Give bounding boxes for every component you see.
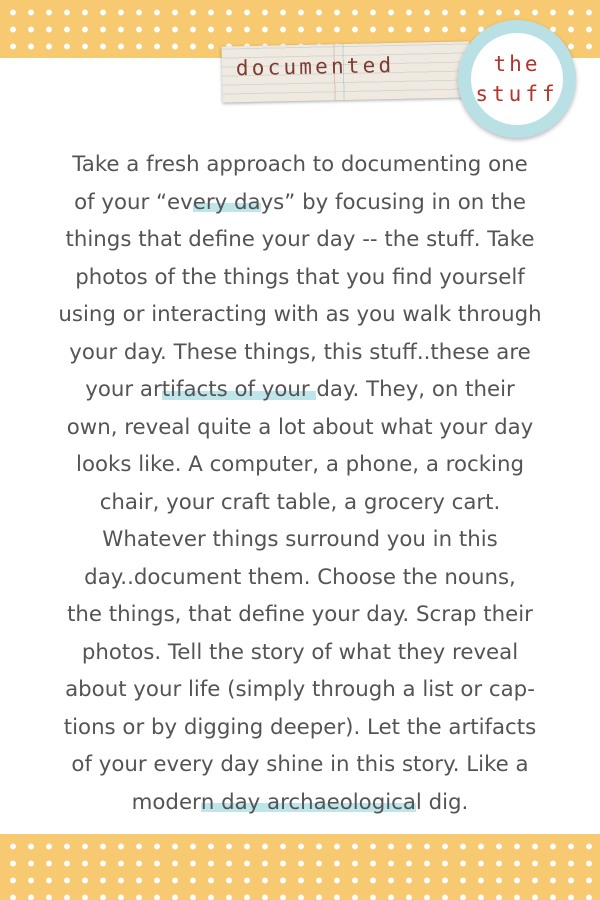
text-line — [26, 634, 574, 672]
documented-label-text: documented — [235, 52, 395, 81]
text-segment: photos of the things that you find yourself — [75, 264, 525, 290]
documented-label-strip — [221, 41, 470, 102]
text-line — [26, 784, 574, 822]
text-segment: day. They, on their — [316, 377, 515, 402]
text-line — [26, 596, 574, 634]
text-segment: of your “ev — [74, 189, 193, 215]
text-line — [26, 334, 574, 372]
text-segment: ys” by focusing in on the — [260, 189, 526, 215]
text-segment: tions or by digging deeper). Let the artifacts — [63, 714, 537, 740]
text-segment: your ar — [85, 377, 162, 402]
text-segment: Whatever things surround you in this — [102, 527, 498, 552]
text-segment: l dig. — [415, 789, 469, 815]
text-segment: Take a fresh approach to documenting one — [72, 152, 528, 177]
text-line — [26, 671, 574, 709]
text-line — [26, 446, 574, 484]
badge-inner-circle — [471, 33, 563, 125]
text-line — [26, 221, 574, 259]
text-segment: moder — [131, 789, 201, 815]
text-segment: photos. Tell the story of what they reveal — [81, 639, 519, 665]
journaling-text-block — [26, 146, 574, 821]
badge-line-the: the — [493, 52, 541, 76]
highlighted-text: n day archaeologica — [200, 789, 416, 815]
text-line — [26, 146, 574, 184]
highlighted-text: tifacts of your — [161, 377, 317, 402]
text-line — [26, 259, 574, 297]
the-stuff-badge — [458, 20, 576, 138]
text-line — [26, 746, 574, 784]
text-segment: the things, that define your day. Scrap their — [67, 602, 533, 627]
text-line — [26, 409, 574, 447]
text-segment: of your every day shine in this story. Like a — [71, 752, 529, 777]
text-segment: using or interacting with as you walk through — [58, 302, 542, 327]
text-line — [26, 521, 574, 559]
text-line — [26, 559, 574, 597]
polka-dot-band-bottom — [0, 834, 600, 900]
text-line — [26, 371, 574, 409]
text-segment: chair, your craft table, a grocery cart. — [99, 489, 501, 515]
text-segment: about your life (simply through a list or cap- — [65, 677, 535, 702]
text-line — [26, 296, 574, 334]
text-segment: your day. These things, this stuff..these are — [69, 339, 531, 365]
badge-line-stuff: stuff — [475, 82, 559, 106]
text-line — [26, 709, 574, 747]
text-segment: looks like. A computer, a phone, a rocking — [76, 452, 524, 477]
text-line — [26, 184, 574, 222]
text-segment: own, reveal quite a lot about what your day — [66, 414, 534, 440]
highlighted-text: ery da — [192, 189, 261, 215]
text-line — [26, 484, 574, 522]
text-segment: day..document them. Choose the nouns, — [84, 564, 516, 590]
text-segment: things that define your day -- the stuff. Take — [65, 227, 535, 252]
